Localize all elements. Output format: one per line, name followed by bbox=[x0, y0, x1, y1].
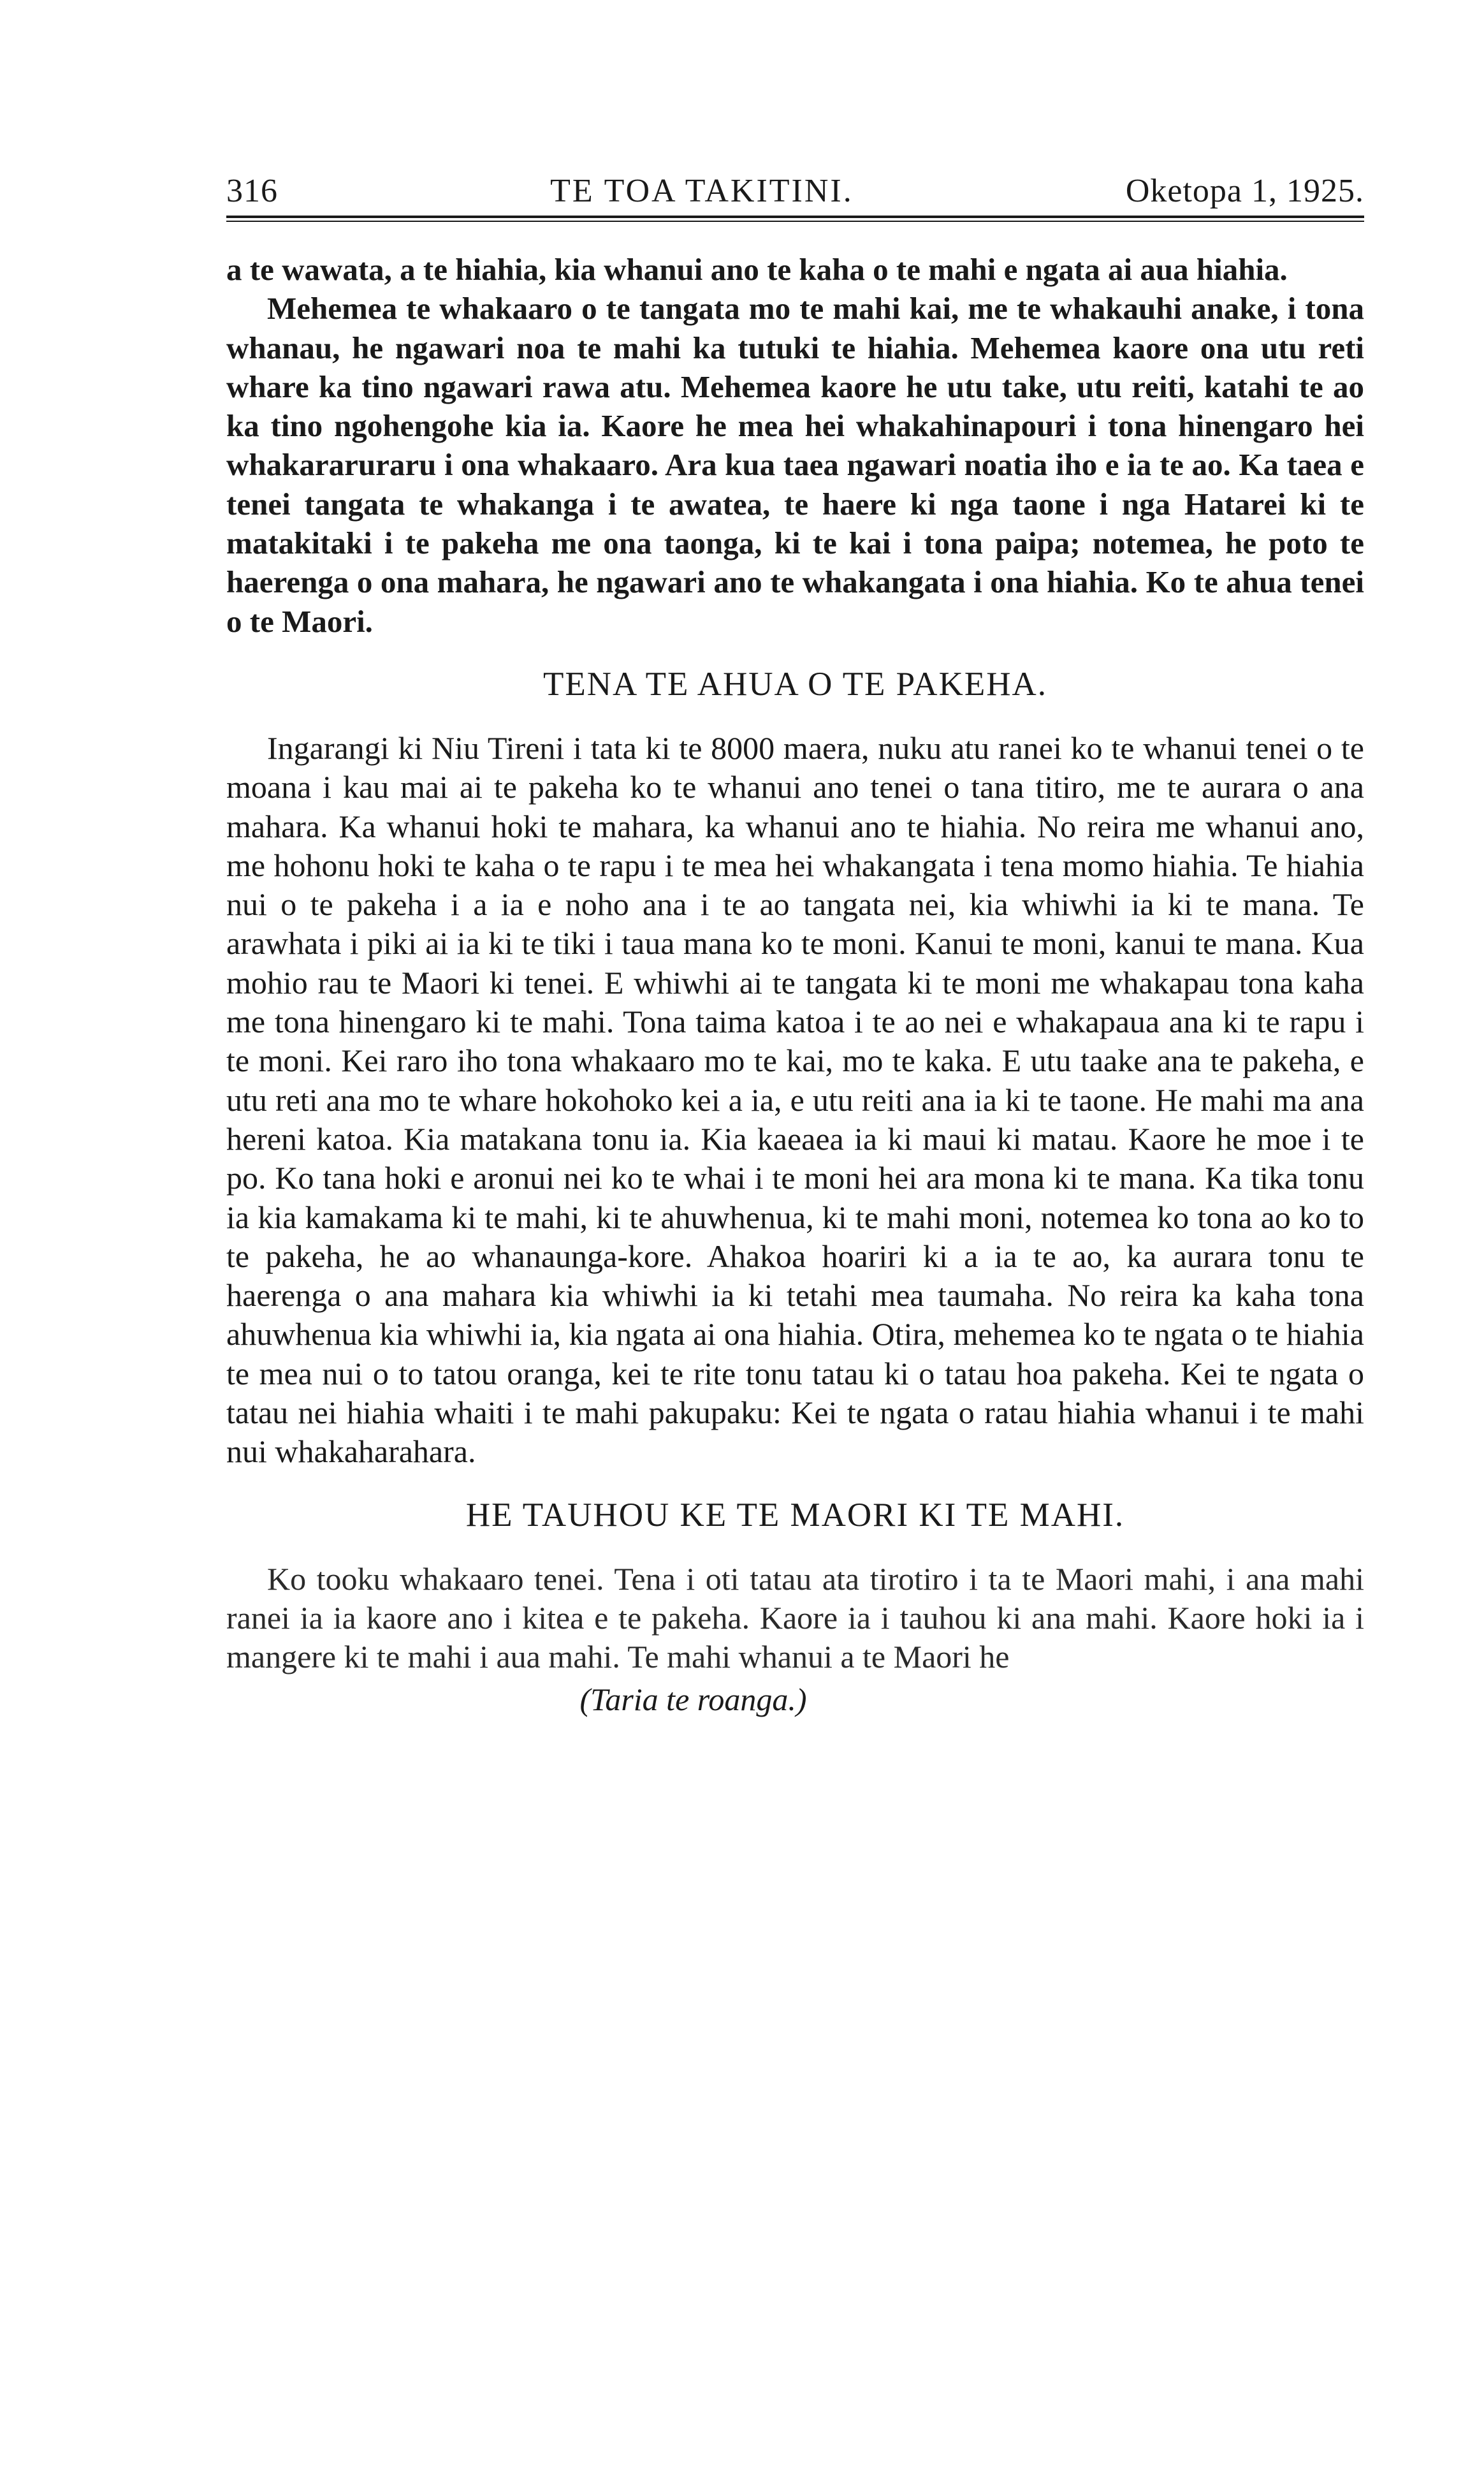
issue-date: Oketopa 1, 1925. bbox=[1125, 173, 1364, 209]
header-rule-thin bbox=[226, 221, 1364, 222]
page bbox=[226, 172, 1364, 1718]
paragraph-pakeha: Ingarangi ki Niu Tireni i tata ki te 8000 maera, nuku atu ranei ko te whanui tenei o te moana i kau mai ai te pakeha ko te whanui ano tenei o tana titiro, me te aurara o ana mahara. Ka whanui hoki te mahara, ka whanui ano te hiahia. No reira me whanui ano, me hohonu hoki te kaha o te rapu i te mea hei whakangata i tena momo hiahia. Te hiahia nui o te pakeha i a ia e noho ana i te ao tangata nei, kia whiwhi ia ki te mana. Te arawhata i piki ai ia ki te tiki i taua mana ko te moni. Kanui te moni, kanui te mana. Kua mohio rau te Maori ki tenei. E whiwhi ai te tangata ki te moni me whakapau tona kaha me tona hinengaro ki te mahi. Tona taima katoa i te ao nei e whakapaua ana ki te rapu i te moni. Kei raro iho tona whakaaro mo te kai, mo te kaka. E utu taake ana te pakeha, e utu reti ana mo te whare hokohoko kei a ia, e utu reiti ana ia ki te taone. He mahi ma ana hereni katoa. Kia matakana tonu ia. Kia kaeaea ia ki maui ki matau. Kaore he moe i te po. Ko tana hoki e aronui nei ko te whai i te moni hei ara mona ki te mana. Ka tika tonu ia kia kamakama ki te mahi, ki te ahuwhenua, ki te mahi moni, notemea ko tona ao ko to te pakeha, he ao whanaunga-kore. Ahakoa hoariri ki a ia te ao, ka aurara tonu te haerenga o ana mahara kia whiwhi ia ki tetahi mea taumaha. No reira ka kaha tona ahuwhenua kia whiwhi ia, kia ngata ai ona hiahia. Otira, mehemea ko te ngata o te hiahia te mea nui o to tatou oranga, kei te rite tonu tatau ki o tatau hoa pakeha. Kei te ngata o tatau nei hiahia whaiti i te mahi pakupaku: Kei te ngata o ratau hiahia whanui i te mahi nui whakaharahara. bbox=[226, 729, 1364, 1470]
paragraph-maori-view: Mehemea te whakaaro o te tangata mo te mahi kai, me te whakauhi anake, i tona whanau, he ngawari noa te mahi ka tutuki te hiahia. Mehemea kaore ona utu reti whare ka tino ngawari rawa atu. Mehemea kaore he utu take, utu reiti, katahi te ao ka tino ngohengohe kia ia. Kaore he mea hei whakahinapouri i tona hinengaro hei whakararuraru i ona whakaaro. Ara kua taea ngawari noatia iho e ia te ao. Ka taea e tenei tangata te whakanga i te awatea, te haere ki nga taone i nga Hatarei ki te matakitaki i te pakeha me ona taonga, ki te kai i tona paipa; notemea, he poto te haerenga o ona mahara, he ngawari ano te whakangata i ona hiahia. Ko te ahua tenei o te Maori. bbox=[226, 291, 1364, 639]
continued-note: (Taria te roanga.) bbox=[579, 1681, 807, 1717]
section-heading-tauhou: HE TAUHOU KE TE MAORI KI TE MAHI. bbox=[465, 1496, 1125, 1534]
running-head bbox=[226, 172, 1364, 214]
paragraph-tauhou: Ko tooku whakaaro tenei. Tena i oti tatau ata tirotiro i ta te Maori mahi, i ana mahi ranei ia ia kaore ano i kitea e te pakeha. Kaore ia i tauhou ki ana mahi. Kaore hoki ia i mangere ki te mahi i aua mahi. Te mahi whanui a te Maori he bbox=[226, 1560, 1364, 1675]
paragraph-continuation: a te wawata, a te hiahia, kia whanui ano te kaha o te mahi e ngata ai aua hiahia. bbox=[226, 252, 1288, 287]
section-heading-pakeha: TENA TE AHUA O TE PAKEHA. bbox=[542, 665, 1048, 703]
page-number: 316 bbox=[226, 173, 278, 209]
publication-title: TE TOA TAKITINI. bbox=[550, 173, 854, 209]
header-rule-thick bbox=[226, 216, 1364, 218]
